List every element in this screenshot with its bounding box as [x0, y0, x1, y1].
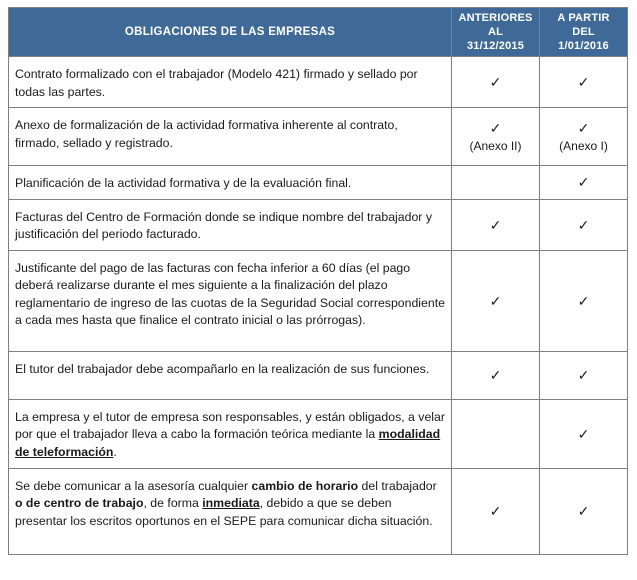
check-icon: ✓ [489, 367, 502, 383]
header-a-partir-line1: A PARTIR [557, 12, 610, 24]
check-icon: ✓ [577, 367, 590, 383]
check-icon: ✓ [577, 74, 590, 90]
after-cell [540, 199, 628, 250]
row-text-part: , debido a que se deben presentar los escritos oportunos en el SEPE para comunicar dicha situación. [15, 496, 433, 528]
row-text: Planificación de la actividad formativa y de la evaluación final. [9, 166, 452, 200]
obligations-table-container [8, 7, 628, 555]
row-text: Contrato formalizado con el trabajador (Modelo 421) firmado y sellado por todas las partes. [9, 57, 452, 108]
after-cell [540, 399, 628, 468]
check-icon: ✓ [489, 119, 502, 136]
header-a-partir [540, 8, 628, 57]
check-icon: ✓ [489, 292, 502, 309]
table-row [9, 399, 628, 468]
before-cell [452, 166, 540, 200]
check-icon: ✓ [489, 216, 502, 233]
after-cell [540, 351, 628, 399]
row-text-part: . [113, 444, 117, 459]
header-anteriores [452, 8, 540, 57]
anexo-note: (Anexo I) [559, 138, 608, 153]
header-anteriores-line1: ANTERIORES [458, 12, 533, 24]
check-icon: ✓ [577, 174, 590, 191]
row-text: Anexo de formalización de la actividad formativa inherente al contrato, firmado, sellado y registrado. [9, 108, 452, 166]
before-cell [452, 468, 540, 554]
row-text: Justificante del pago de las facturas con fecha inferior a 60 días (el pago deberá realizarse durante el mes siguiente a la finalización del plazo reglamentario de ingreso de las cuotas de la Seguridad Social correspondiente a cada mes hasta que finalice el contrato inicial o las prórrogas). [9, 250, 452, 351]
table-row [9, 108, 628, 166]
row-text: El tutor del trabajador debe acompañarlo en la realización de sus funciones. [9, 351, 452, 399]
after-cell [540, 166, 628, 200]
before-cell [452, 57, 540, 108]
after-cell [540, 468, 628, 554]
row-text-emphasis: inmediata [202, 496, 260, 510]
header-a-partir-line3: 1/01/2016 [558, 40, 609, 52]
table-row [9, 351, 628, 399]
table-row [9, 166, 628, 200]
row-text-part: La empresa y el tutor de empresa son responsables, y están obligados, a velar por que el trabajador lleva a cabo la formación teórica mediante la [15, 409, 445, 441]
row-text: Facturas del Centro de Formación donde se indique nombre del trabajador y justificación del periodo facturado. [9, 199, 452, 250]
check-icon: ✓ [577, 216, 590, 233]
header-anteriores-line3: 31/12/2015 [466, 40, 525, 52]
check-icon: ✓ [577, 119, 590, 136]
row-text-emphasis: o de centro de trabajo [15, 496, 144, 510]
obligations-table [8, 7, 628, 555]
header-row [9, 8, 628, 57]
after-cell [540, 57, 628, 108]
row-text-part: Se debe comunicar a la asesoría cualquier [15, 478, 252, 493]
row-text-emphasis: modalidad de teleformación [15, 427, 441, 459]
after-cell [540, 108, 628, 166]
after-cell [540, 250, 628, 351]
row-text-emphasis: cambio de horario [251, 478, 359, 493]
row-text [9, 468, 452, 554]
row-text-part: del trabajador [358, 478, 437, 493]
before-cell [452, 199, 540, 250]
row-text [9, 399, 452, 468]
check-icon: ✓ [489, 74, 502, 90]
before-cell [452, 108, 540, 166]
before-cell [452, 351, 540, 399]
row-text-part: , de forma [143, 496, 203, 510]
header-a-partir-line2: DEL [572, 26, 595, 38]
check-icon: ✓ [577, 292, 590, 309]
table-row [9, 468, 628, 554]
before-cell [452, 399, 540, 468]
check-icon: ✓ [489, 503, 502, 519]
table-row [9, 199, 628, 250]
before-cell [452, 250, 540, 351]
table-row [9, 250, 628, 351]
check-icon: ✓ [577, 425, 590, 442]
check-icon: ✓ [577, 503, 590, 519]
table-row [9, 57, 628, 108]
header-obligaciones: OBLIGACIONES DE LAS EMPRESAS [9, 8, 452, 57]
anexo-note: (Anexo II) [469, 138, 522, 153]
header-anteriores-line2: AL [487, 26, 504, 38]
